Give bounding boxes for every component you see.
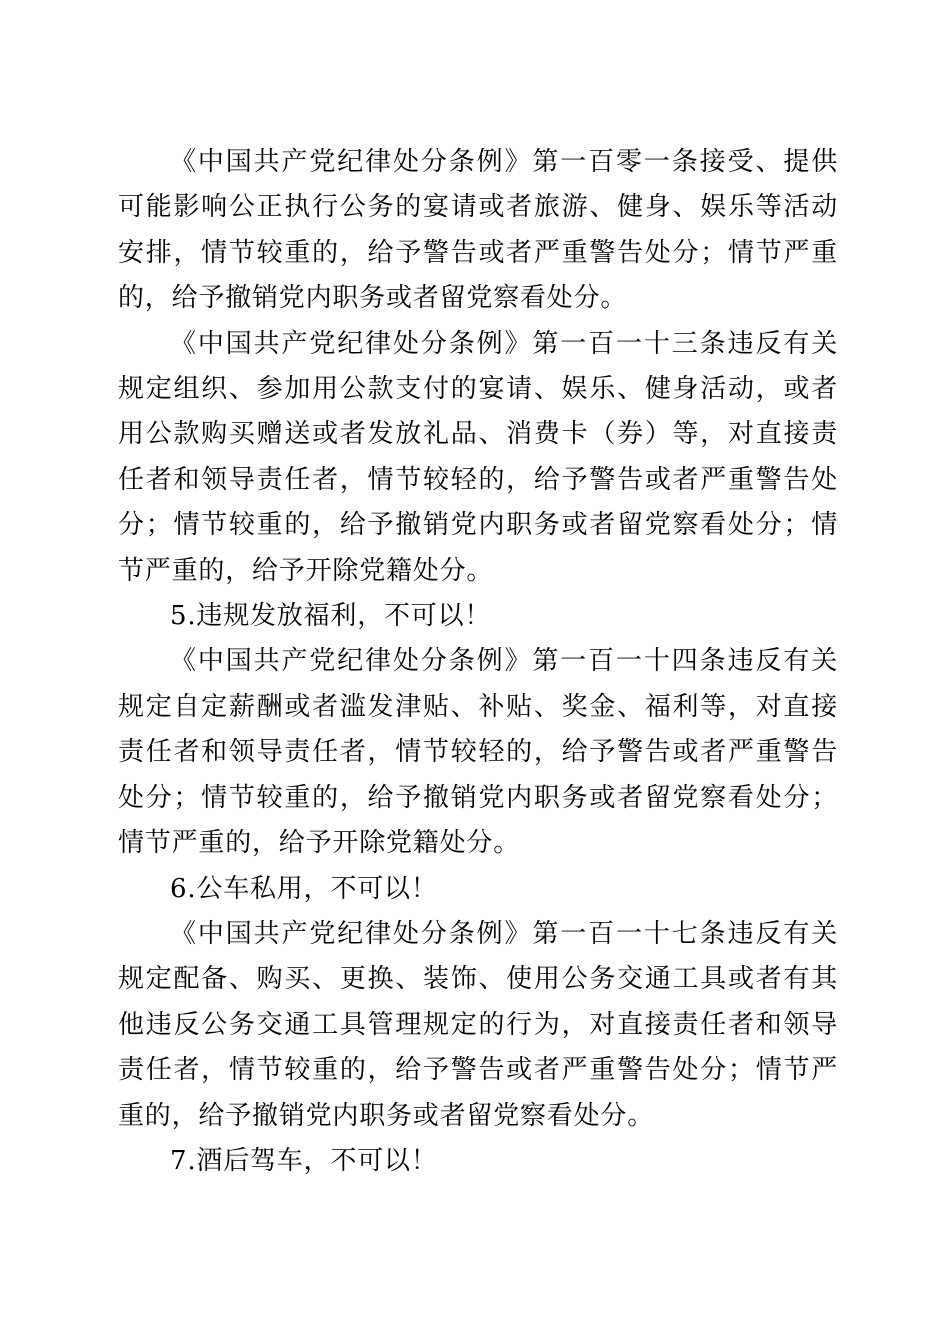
heading-item-6: 6.公车私用，不可以！ — [170, 873, 438, 904]
paragraph-article-101: 《中国共产党纪律处分条例》第一百零一条接受、提供可能影响公正执行公务的宴请或者旅游、健身、娱乐等活动安排，情节较重的，给予警告或者严重警告处分；情节严重的，给予撤销党内职务或者留党察看处分。 — [118, 147, 838, 314]
paragraph-article-117: 《中国共产党纪律处分条例》第一百一十七条违反有关规定配备、购买、更换、装饰、使用公务交通工具或者有其他违反公务交通工具管理规定的行为，对直接责任者和领导责任者，情节较重的，给予警告或者严重警告处分；情节严重的，给予撤销党内职务或者留党察看处分。 — [118, 918, 838, 1131]
heading-item-7: 7.酒后驾车，不可以！ — [170, 1145, 438, 1176]
paragraph-article-114: 《中国共产党纪律处分条例》第一百一十四条违反有关规定自定薪酬或者滥发津贴、补贴、奖金、福利等，对直接责任者和领导责任者，情节较轻的，给予警告或者严重警告处分；情节较重的，给予撤销党内职务或者留党察看处分；情节严重的，给予开除党籍处分。 — [118, 646, 838, 859]
document-body — [118, 140, 838, 1184]
heading-item-5: 5.违规发放福利，不可以！ — [170, 601, 492, 632]
paragraph-article-113: 《中国共产党纪律处分条例》第一百一十三条违反有关规定组织、参加用公款支付的宴请、娱乐、健身活动，或者用公款购买赠送或者发放礼品、消费卡（券）等，对直接责任者和领导责任者，情节较轻的，给予警告或者严重警告处分；情节较重的，给予撤销党内职务或者留党察看处分；情节严重的，给予开除党籍处分。 — [118, 328, 838, 586]
